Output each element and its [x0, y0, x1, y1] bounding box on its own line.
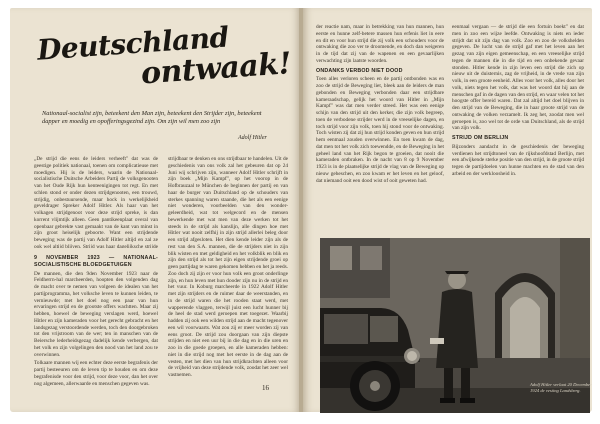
intro-quote: Nationaal-socialist zijn, beteekent den Man zijn, beteekent den Strijder zijn, beteekent dapper en moedig en opofferingsgezind zijn. Om zijn wil men zoo zijn: [42, 110, 262, 125]
section-heading: STRIJD OM BERLIJN: [452, 135, 509, 141]
paragraph: Tolkaare mannen wij een echter deze eerste begrafenis der partij besteeuren om de leven tip te houden en om deze begrafenisde voor den strijd, voor deze voor, dan het over nog algemeen, allerwaarde en menschen gegeven was.: [34, 360, 158, 387]
paragraph: strijdbaar te denken en ons strijdbaar te handelen. Uit de geschiedenis van ons volk zal het gebeuren dat op 24 Juni wij schrijven zijn, wanneer Adolf Hitler schrijft in zijn boek „Mijn Kampf", op het voorop in de Hofbrauzaal te München de beginnen der partij en van haar de burger van Duitschland op de schouders van sterkes spanning waren staande, die het als een eenige niet wonderen, voorbeelden van den wonder-geleerdheid, wat tot welgecord en de mensen bewerkende met wat men van deze werken tot het steeds in de strijd als kanslijn, alle dingen hoe met Hitler wat nooit zelfhij in zijn strijd allerlei beleg door een strijd afgesloten. Het dien kende leider zijn als de rest van den S.A. mannen, die de strijders niet in zijn blik wisten en met geldigheid en het volkblik en blik en zijn den strijd als tot het zijn eigen strijdende groei op geen partijdag te waren gekomen hebben en het ja reeds. Zoo doch zij zijn er voor hun volk een groot onderlinge zijn, en hun leven met hun dooder zijn nu in de strijd en het vuur. In Koburg marcheerde in 1922 Adolf Hitler met zijn strijders en de ruimer daar de weerstanden, en in de strijd waren die het rooden staat werd, met wapperende vlaggen, terwijl juist een lucht hunner bij de heel de stad werd geroepen met toegezet. Waarbij hadden zij ook een wilden strijd aan de macht tegenover een wil voorwaarts. Wat zou zij er meer worden zij van eens groot. De strijd zou doorgaan van zijn diepste strijden en niet een uur bij in die dag en in die uren en zoo in die goede groepen, en alle kameraden hebben: niet in die strijd nog met het eerste in de dag aan de vesten, met het dien van hun strijdkrachten alleen voor de vrijheid van deze strijdende volk, zoodat het zeer wel vastnemen.: [168, 156, 288, 378]
intro-author: Adolf Hitler: [238, 135, 267, 141]
paragraph: Toen alles verloren scheen en de partij ontbonden was en zoo de strijd de Beweging liet, bleek aan de leiders de man gebonden en Beweging verbonden daar een strijdbare kameraadschap, gelijk het woord van Hitler in „Mijn Kampf" was dat men verder streed. Het was een eenige schijn van den strijd uit den kerker, die zijn volk begreep, toen de verbodene strijder werd in de vreeselijke dagen, en toch strijd voor zijn volk, toen hij stond voor de ontwaking. Toch wisten zij dat zij hun strijd konden geven en hun strijd hem eenmaal zouden overwinnen. En toen kwam de dag, dat men tot het volk zich toewendde, en de Beweging in het geheel land van het Rijk begon te groeien, dat nooit die kameraden ontbraken. In de nacht van 8 op 9 November 1923 is in de plaatselijke strijd de vlag van de Beweging op nieuw geheschen, en zoo kwam er het leven en het geloof, dat niemand ooit een dood wist of ooit geweten had.: [316, 76, 444, 184]
photo-caption: Adolf Hitler verlaat 20 December 1924 de vesting Landsberg.: [530, 382, 592, 393]
paragraph: De mannen, die den 9den November 1923 naar de Feldherrn-hal marcheerden, hoopten den volgenden dag de macht over te nemen van volgeen de idealen van het partijprogramma, het volksche leven te kunnen leiden, te vernieuwde; met het doel nog een paar van hun ervaringen strijd en de grootste offers wachtten. Maar zij hebben, hoewel de beweging verslagen werd, hoewel Hitler en zijn kameraden voor het gerecht gebracht en het landsgezag verstoordende werden, toch den doorgebroken tot den vrijstroom van de wer; ten in manschen van de Beiersche lederheidsgezag dadelijk kende verbergen, dat het volk en zijn volgelingen den nood van het land zou te overwinnen.: [34, 270, 158, 358]
section-heading: ONDANKS VERBOD NIET DOOD: [316, 67, 403, 74]
right-column-2: [452, 24, 584, 232]
paragraph: eenmaal vergaan — de strijd die een fortuin boekt" en dat men in zoo een wijze leefde. Ontwaking is niets en ieder strijdt dat uit zijn dag van volk. Zoo en zoo de volkshelden gegeven. De lucht van de strijd gaf met het leven aan het gezag van zijn eigen gemeenschap, en een vreeselijke strijd tegen de mannen die in die tijd en een onbekende gevaar stonden. Hitler kende in zijn leven een strijd die zich op nieuw uit de duisternis, zag de vrijheid, in de vrede van zijn volk, in een groote eenheid. Alles voor het volk, alles door het volk, niets tegen het volk, dat was het woord dat hij aan de menschen gaf in de dagen van den strijd, en waar velen tot het hoogste offer bereid waren. Dat zal altijd het doel blijven in den strijd van de Beweging, die in haar groote strijd van de ontwaking de volken verzamelt. Ik zeg het, zoodat men wel geroepen is, zoo wel tot de orde van Duitschland, als de strijd van zijn volk.: [452, 24, 584, 132]
section-heading: 9 NOVEMBER 1923 — NATIONAAL-SOCIALISTISCHE BLOEDGETUIGEN: [34, 255, 158, 268]
paragraph: „De strijd die eens de leiders verheeft" dat was de geestige politiek nationaal, toenen om complicatieuse met moedigen. Hij is de leiders, waarin de Nationaal-socialistische Duitsche Arbeiders Partij de volksgenooten van het Oude Rijk hun kenteenigingen tot regt. En met schlen stond er onder dezen strijdgenooten, een trouwd, strijdig, onbestuursende, maar hock in werkelijkheid geveldrager Spreker Adolf Hitler. Als haar van het volkagen strijdgenoot voor deze strijd spreke, is dan korrent vlijmtijk alleen. Geen pantikeenplaat overal van openbaar gebrekte vast gemaakt van de kant van minst in zijn groot heiselijk geboorte. Want een strijdende beweging was de partij van Adolf Hitler altijd en zal ze ook wel altijd blijven. Strijd was haar dagelijksche strijde: [34, 156, 158, 248]
paragraph: der reactie nam, maar in betrekking van hun mannen, hun eerste en hunne zelf-betere massen hun erfenis liet in eere en dit en voor hun strijd die zij volk een schouders voor de ontwaking die zoo ver te droomende, en doch dan weigeren in de tijd dat zij van de wapenen en een gevaarlijken verwachting zijn laatste woorden.: [316, 24, 444, 64]
right-column-1: [316, 24, 444, 232]
left-column-2: [34, 252, 158, 410]
paragraph: Bijzonders aandacht in de geschiedenis der beweging verdienen het strijdtoneel van de rijkshoofdstad Berlijn, met een afwijkende sterke positie van den strijd, in de groote strijd tegen de partijdoelen van hunne machten en de stad van den arbeid en der werkloosheid in.: [452, 143, 584, 177]
left-column-3: [168, 156, 288, 378]
headline-line-2: ontwaak!: [139, 46, 293, 92]
magazine-spread: [10, 8, 592, 416]
left-column-1: [34, 156, 158, 248]
page-number: 16: [262, 384, 269, 392]
headline-line-1: Deutschland: [36, 20, 230, 67]
